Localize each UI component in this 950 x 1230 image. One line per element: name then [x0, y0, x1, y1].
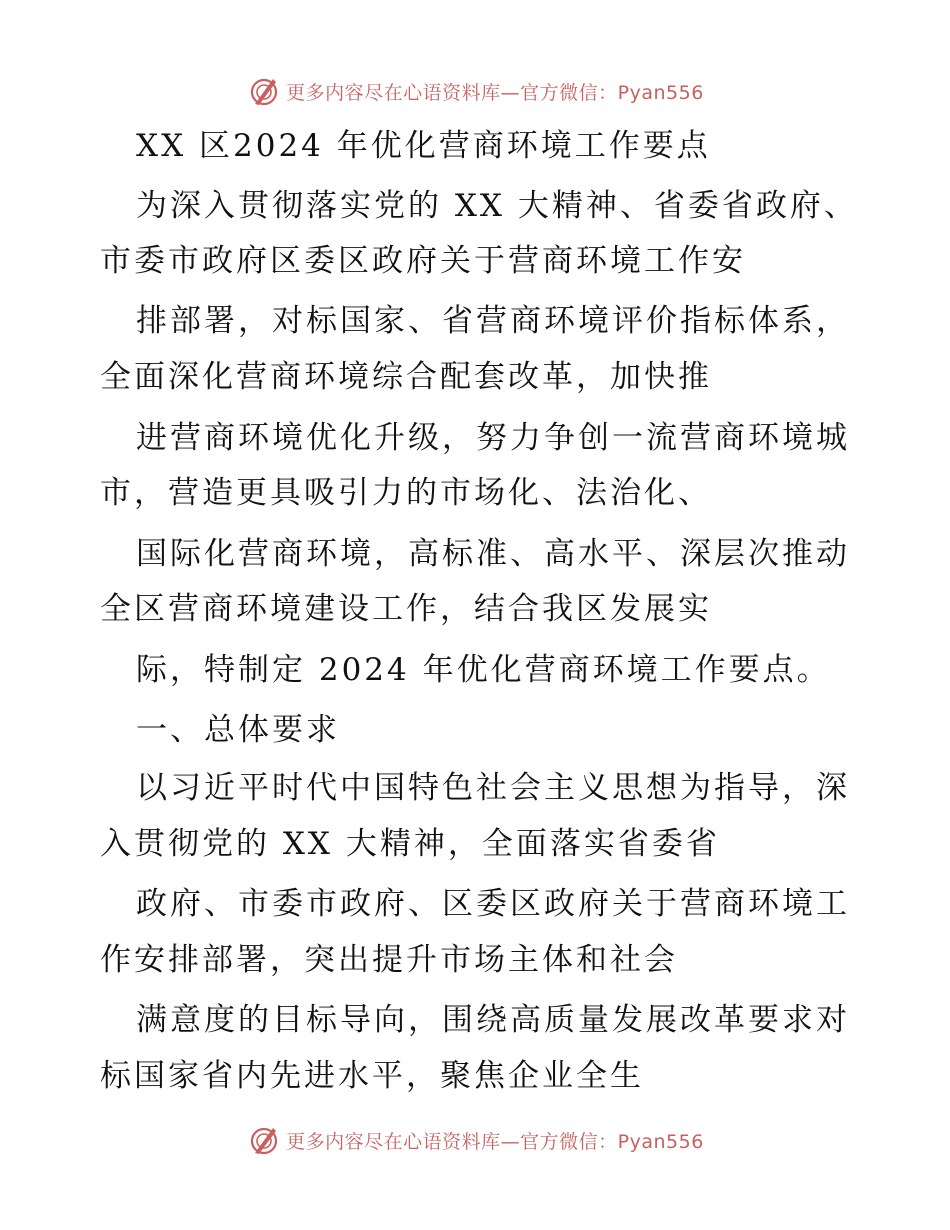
quill-logo-icon — [246, 1122, 282, 1158]
text-line: 以习近平时代中国特色社会主义思想为指导，深 — [136, 770, 850, 806]
watermark-text: 更多内容尽在心语资料库—官方微信：Pyan556 — [286, 1130, 704, 1153]
section-heading: 一、总体要求 — [136, 712, 340, 748]
text-line: 市，营造更具吸引力的市场化、法治化、 — [100, 475, 712, 511]
text-line: 满意度的目标导向，围绕高质量发展改革要求对 — [136, 1002, 850, 1038]
text-line: 入贯彻党的 XX 大精神，全面落实省委省 — [100, 826, 720, 862]
text-line: 全区营商环境建设工作，结合我区发展实 — [100, 591, 712, 627]
text-line: 排部署，对标国家、省营商环境评价指标体系， — [136, 303, 850, 339]
footer-watermark — [0, 1120, 950, 1160]
text-line: 国际化营商环境，高标准、高水平、深层次推动 — [136, 536, 850, 572]
text-line: 际，特制定 2024 年优化营商环境工作要点。 — [136, 652, 831, 688]
text-line: 政府、市委市政府、区委区政府关于营商环境工 — [136, 886, 850, 922]
text-line: 标国家省内先进水平，聚焦企业全生 — [100, 1058, 644, 1094]
watermark-text: 更多内容尽在心语资料库—官方微信：Pyan556 — [286, 81, 704, 104]
text-line: 全面深化营商环境综合配套改革，加快推 — [100, 359, 712, 395]
text-line: 进营商环境优化升级，努力争创一流营商环境城 — [136, 420, 850, 456]
text-line: 为深入贯彻落实党的 XX 大精神、省委省政府、 — [136, 188, 858, 224]
text-line: 作安排部署，突出提升市场主体和社会 — [100, 942, 678, 978]
text-line: 市委市政府区委区政府关于营商环境工作安 — [100, 243, 746, 279]
document-title: XX 区2024 年优化营商环境工作要点 — [136, 128, 711, 164]
